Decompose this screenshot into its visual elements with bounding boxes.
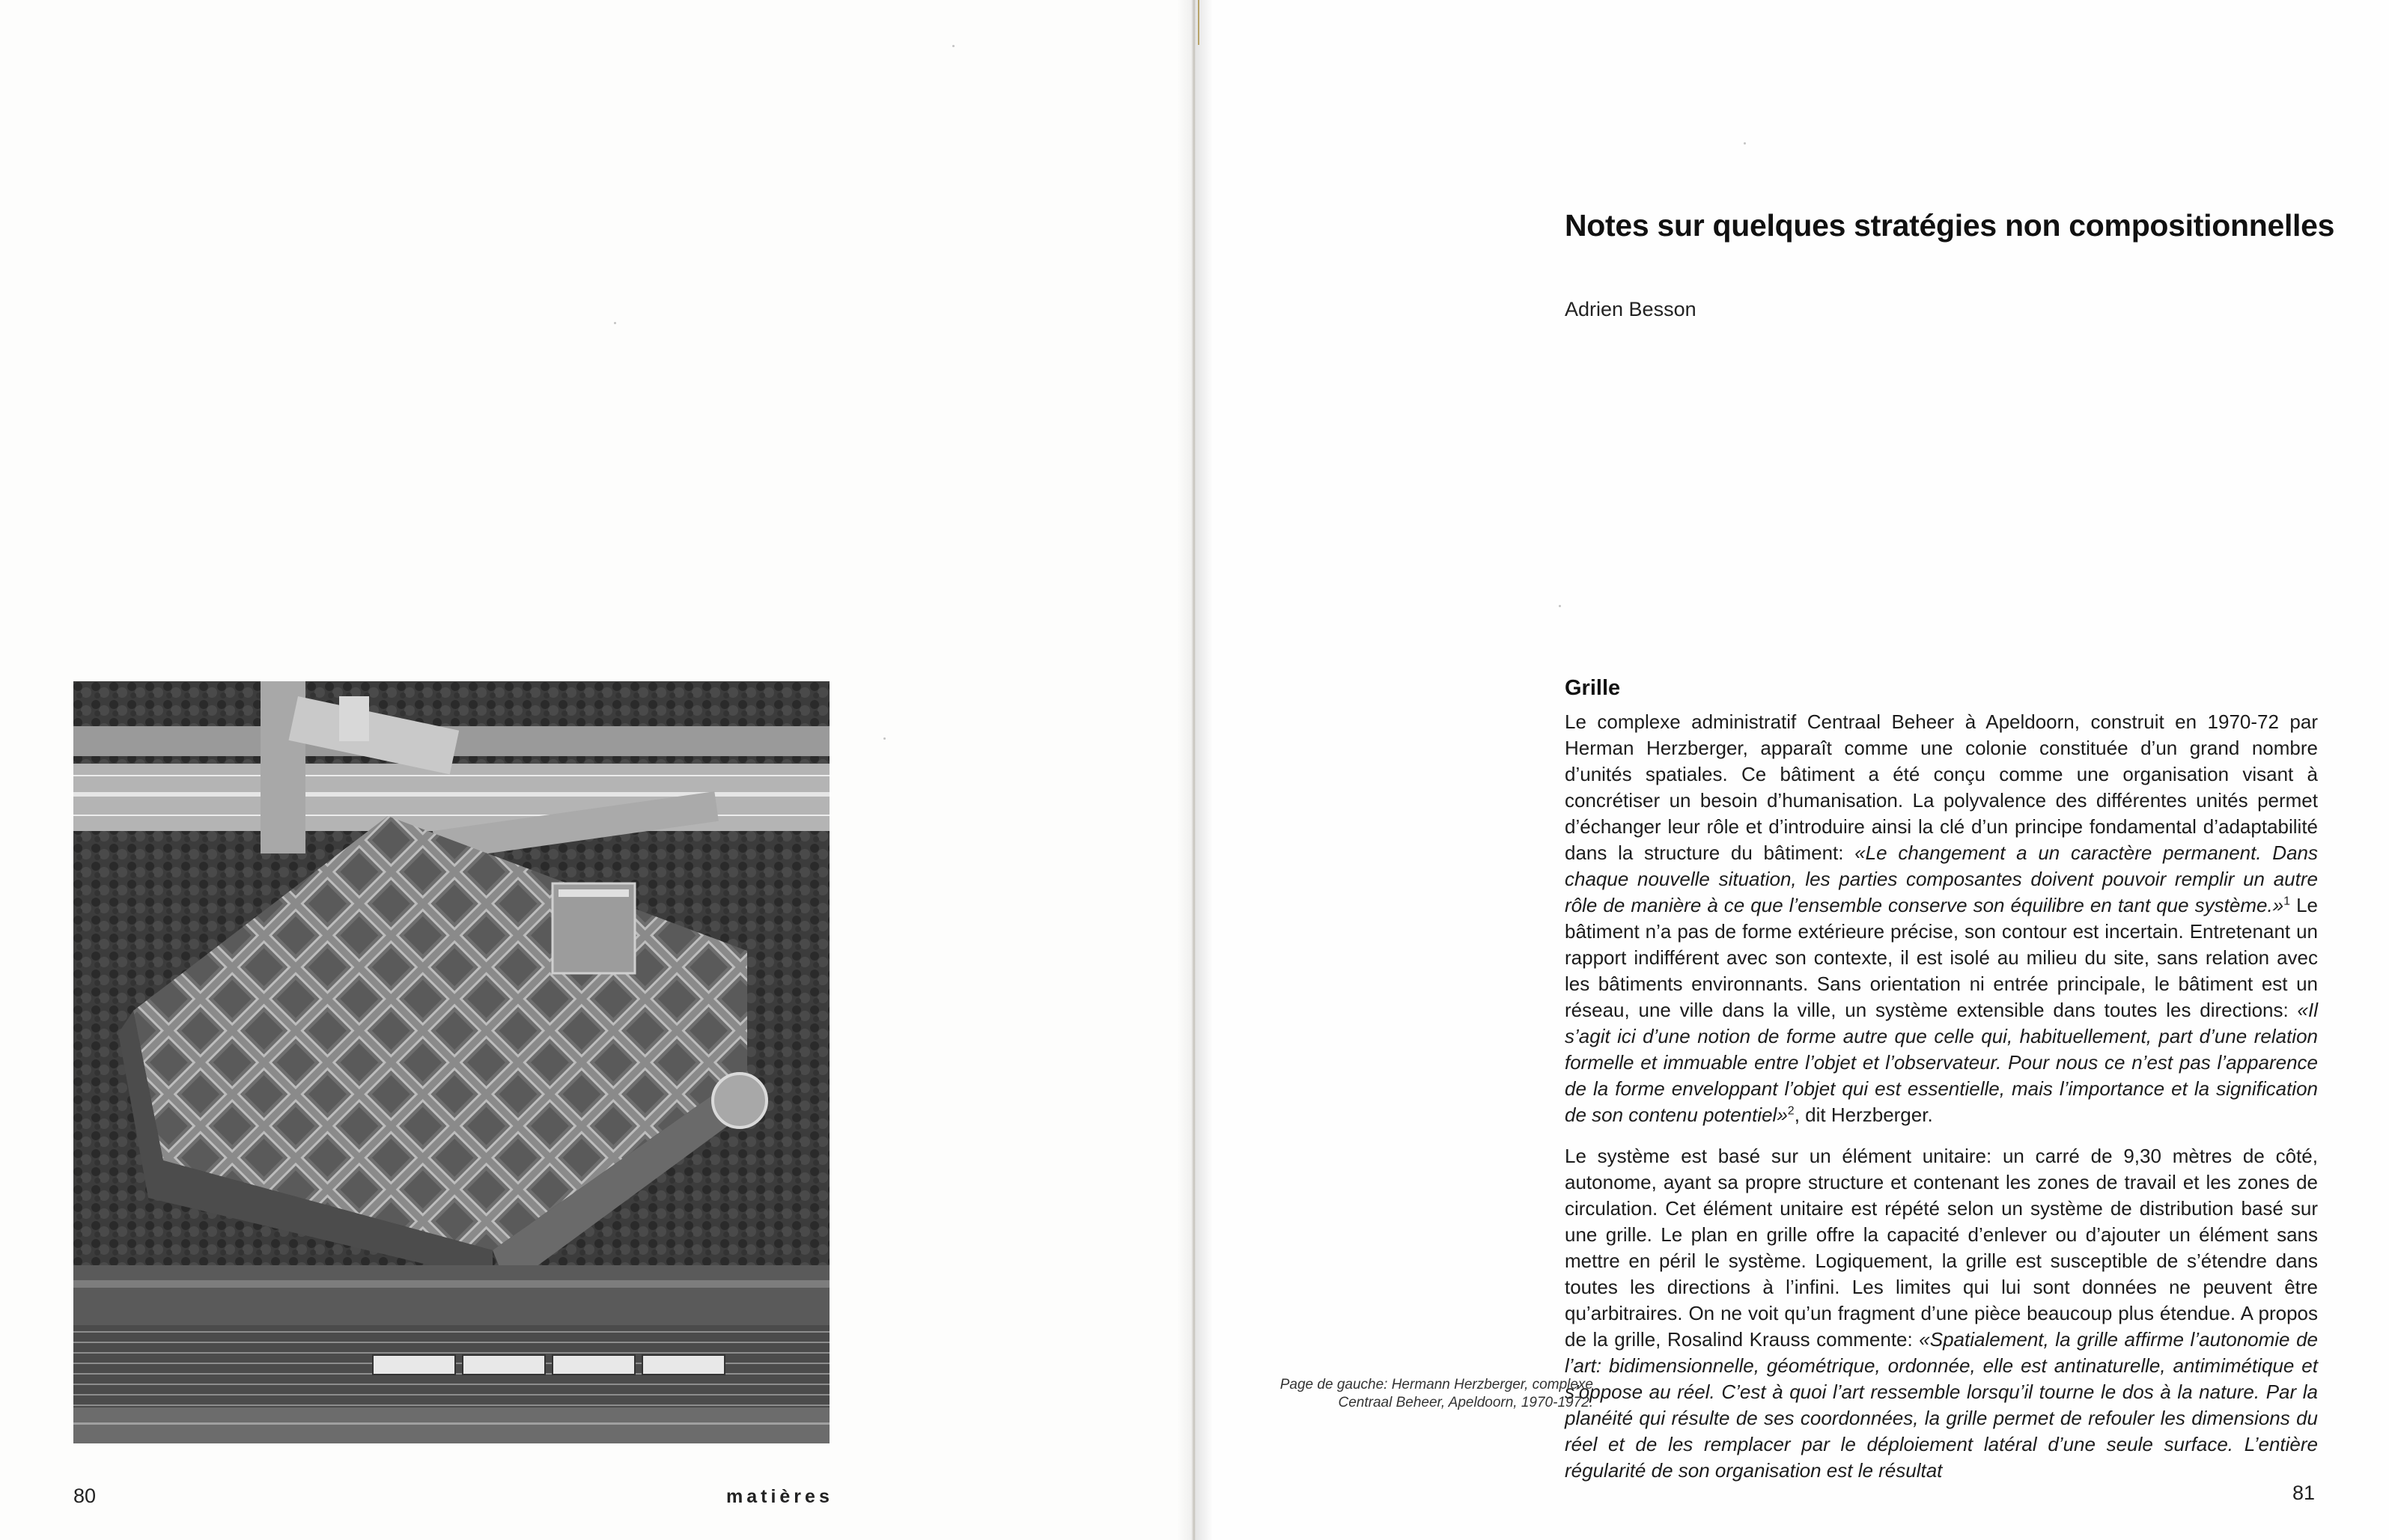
text-run: Le système est basé sur un élément unitaire: un carré de 9,30 mètres de côté, autonome, ayant sa propre structure et contenant les zones de travail et les zones de circulation. Cet élément unitaire est répété selon un système de distribution basé sur une grille. Le plan en grille offre la capacité d’enlever ou d’ajouter un élément sans mettre en péril le système. Logiquement, la grille est susceptible de s’étendre dans toutes les directions à l’infini. Les limites qui lui sont données ne peuvent être qu’arbitraires. On ne voit qu’un fragment d’une pièce beaucoup plus étendue. A propos de la grille, Rosalind Krauss commente: [1565, 1145, 2318, 1351]
paper-speck [883, 737, 886, 740]
footnote-ref: 1 [2283, 895, 2291, 908]
aerial-photo-centraal-beheer [73, 681, 830, 1443]
paper-speck [1559, 605, 1561, 607]
book-gutter [1177, 0, 1213, 1540]
page-number-left: 80 [73, 1485, 97, 1507]
section-heading-grille: Grille [1565, 676, 1621, 700]
quotation: «Le changement a un caractère permanent. Dans chaque nouvelle situation, les parties composantes doivent pouvoir remplir un autre rôle de manière à ce que l’ensemble conserve son équilibre en tant que système.» [1565, 841, 2318, 916]
photo-caption: Page de gauche: Hermann Herzberger, complexe Centraal Beheer, Apeldoorn, 1970-1972. [1279, 1377, 1593, 1410]
article-title: Notes sur quelques stratégies non compositionnelles [1565, 208, 2335, 243]
paper-speck [952, 45, 955, 47]
text-run: Le complexe administratif Centraal Beheer à Apeldoorn, construit en 1970-72 par Herman Herzberger, apparaît comme une colonie constituée d’un grand nombre d’unités spatiales. Ce bâtiment a été conçu comme une organisation visant à concrétiser un besoin d’humanisation. La polyvalence des différentes unités permet d’échanger leur rôle et d’introduire ainsi la clé d’un principe fondamental d’adaptabilité dans la structure du bâtiment: [1565, 710, 2318, 864]
magazine-name: matières [726, 1486, 833, 1507]
text-run: Le bâtiment n’a pas de forme extérieure précise, son contour est incertain. Entretenant un rapport indifférent avec son contexte, il est isolé au milieu du site, sans relation avec les bâtiments environnants. Sans orientation ni entrée principale, le bâtiment est un réseau, une ville dans la ville, un système extensible dans toutes les directions: [1565, 894, 2318, 1021]
page-number-right: 81 [2292, 1482, 2316, 1504]
article-body [1565, 675, 2318, 1499]
paper-speck [614, 322, 616, 324]
body-paragraph-1 [1565, 709, 2318, 1128]
quotation: «Il s’agit ici d’une notion de forme autre que celle qui, habituellement, part d’une relation formelle et immuable entre l’objet et l’observateur. Pour nous ce n’est pas l’apparence de la forme enveloppant l’objet qui est essentielle, mais l’importance et la signification de son contenu potentiel» [1565, 999, 2318, 1126]
aerial-photo-illustration [73, 681, 830, 1443]
binding-thread [1198, 0, 1199, 45]
quotation: «Spatialement, la grille affirme l’autonomie de l’art: bidimensionnelle, géométrique, ordonnée, elle est antinaturelle, antimimétique et s’oppose au réel. C’est à quoi l’art ressemble lorsqu’il tourne le dos à la nature. Par la planéité qui résulte de ses coordonnées, la grille permet de refouler les dimensions du réel et de les remplacer par le déploiement latéral d’une seule surface. L’entière régularité de son organisation est le résultat [1565, 1328, 2318, 1482]
body-paragraph-2 [1565, 1143, 2318, 1484]
footnote-ref: 2 [1787, 1104, 1795, 1118]
article-author: Adrien Besson [1565, 298, 1696, 320]
text-run: , dit Herzberger. [1794, 1104, 1933, 1126]
paper-speck [1744, 142, 1746, 144]
